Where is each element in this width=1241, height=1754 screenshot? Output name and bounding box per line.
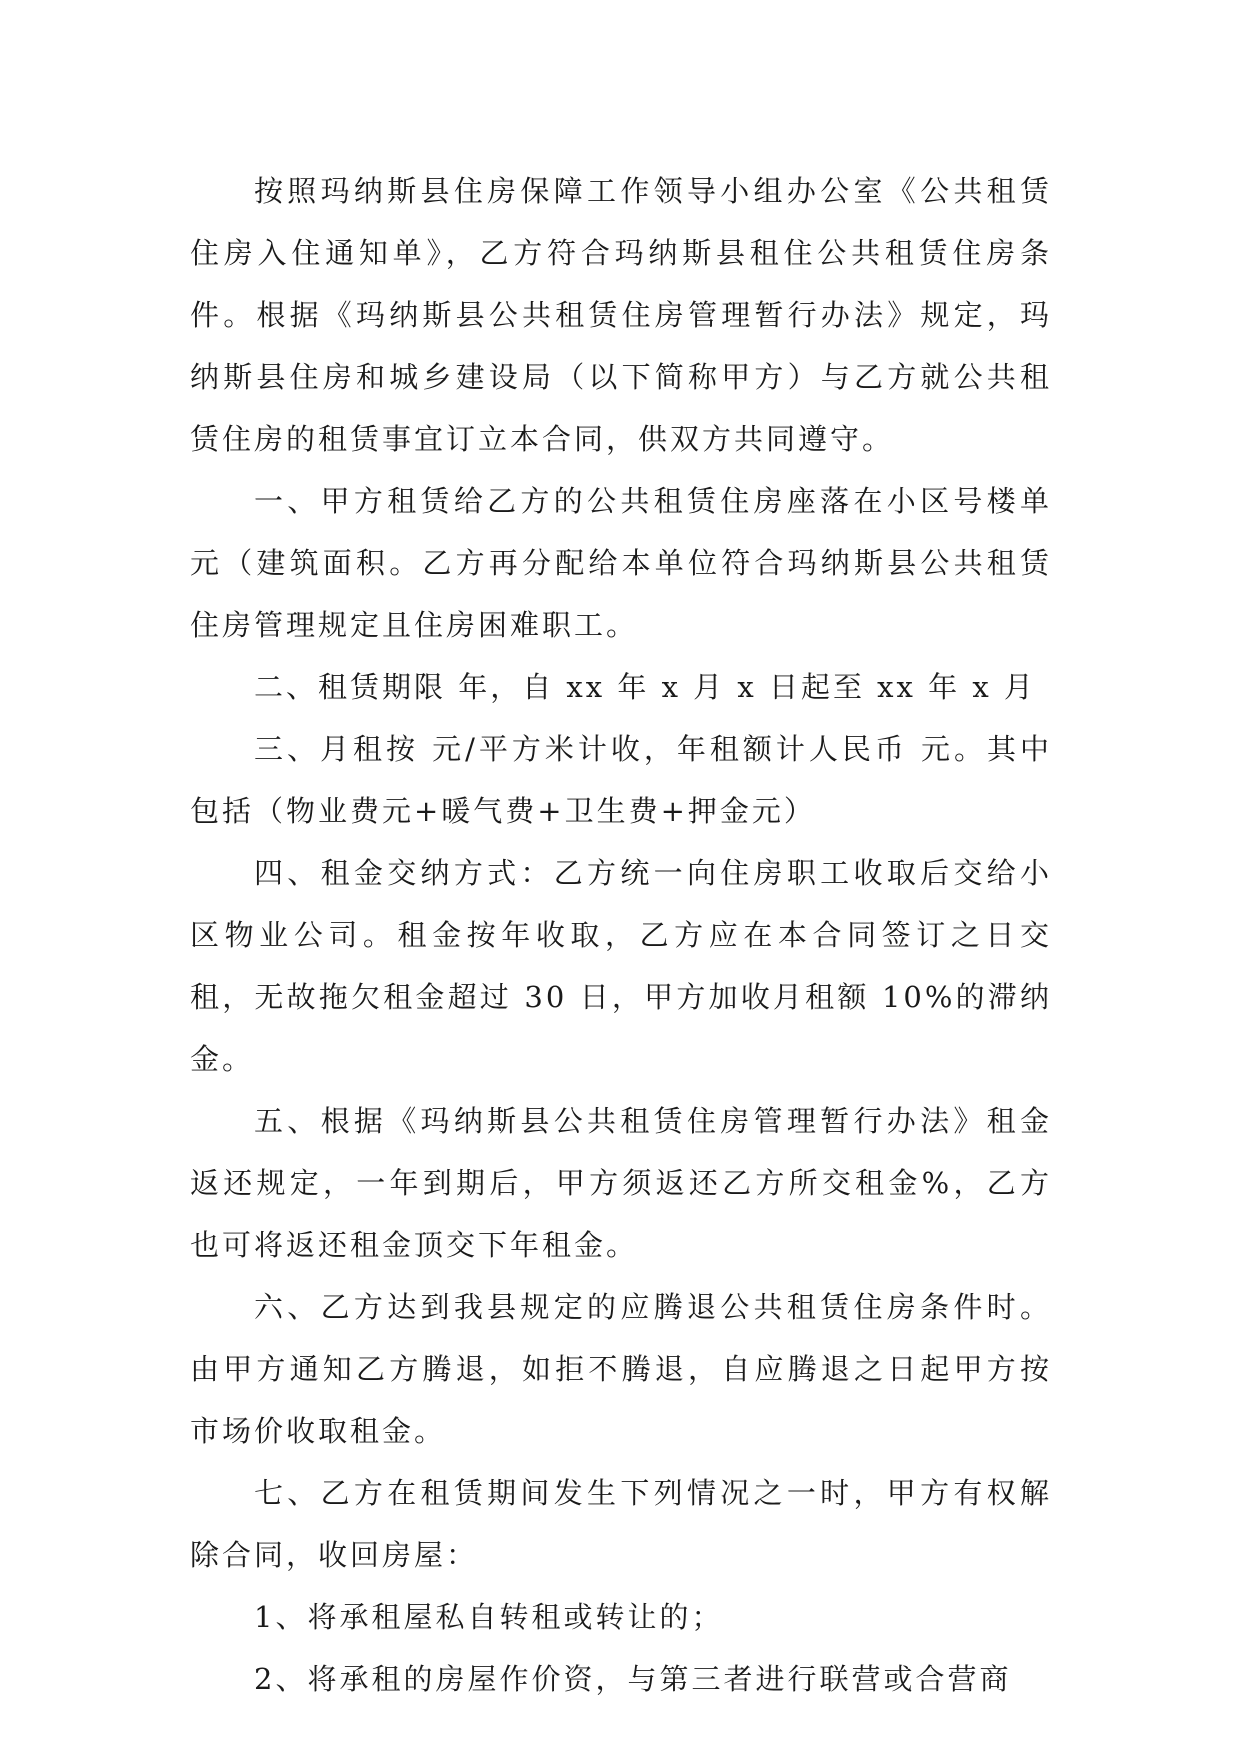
paragraph-clause-6: 六、乙方达到我县规定的应腾退公共租赁住房条件时。由甲方通知乙方腾退，如拒不腾退，自应腾退之日起甲方按市场价收取租金。 (190, 1290, 1052, 1448)
paragraph-preamble: 按照玛纳斯县住房保障工作领导小组办公室《公共租赁住房入住通知单》，乙方符合玛纳斯县租住公共租赁住房条件。根据《玛纳斯县公共租赁住房管理暂行办法》规定，玛纳斯县住房和城乡建设局（以下简称甲方）与乙方就公共租赁住房的租赁事宜订立本合同，供双方共同遵守。 (190, 174, 1052, 456)
list-item-2: 2、将承租的房屋作价资，与第三者进行联营或合营商 (254, 1662, 1012, 1696)
list-item-1: 1、将承租屋私自转租或转让的； (254, 1600, 724, 1634)
paragraph-clause-5: 五、根据《玛纳斯县公共租赁住房管理暂行办法》租金返还规定，一年到期后，甲方须返还乙方所交租金%，乙方也可将返还租金顶交下年租金。 (190, 1104, 1052, 1262)
contract-body (190, 160, 1052, 1710)
paragraph-clause-2: 二、租赁期限 年，自 xx 年 x 月 x 日起至 xx 年 x 月 (254, 670, 1036, 704)
paragraph-clause-1: 一、甲方租赁给乙方的公共租赁住房座落在小区号楼单元（建筑面积。乙方再分配给本单位符合玛纳斯县公共租赁住房管理规定且住房困难职工。 (190, 484, 1052, 642)
paragraph-clause-3: 三、月租按 元/平方米计收，年租额计人民币 元。其中包括（物业费元+暖气费+卫生费+押金元） (190, 732, 1052, 828)
paragraph-clause-7: 七、乙方在租赁期间发生下列情况之一时，甲方有权解除合同，收回房屋： (190, 1476, 1052, 1572)
paragraph-clause-4: 四、租金交纳方式：乙方统一向住房职工收取后交给小区物业公司。租金按年收取，乙方应在本合同签订之日交租，无故拖欠租金超过 30 日，甲方加收月租额 10%的滞纳金。 (190, 856, 1052, 1076)
